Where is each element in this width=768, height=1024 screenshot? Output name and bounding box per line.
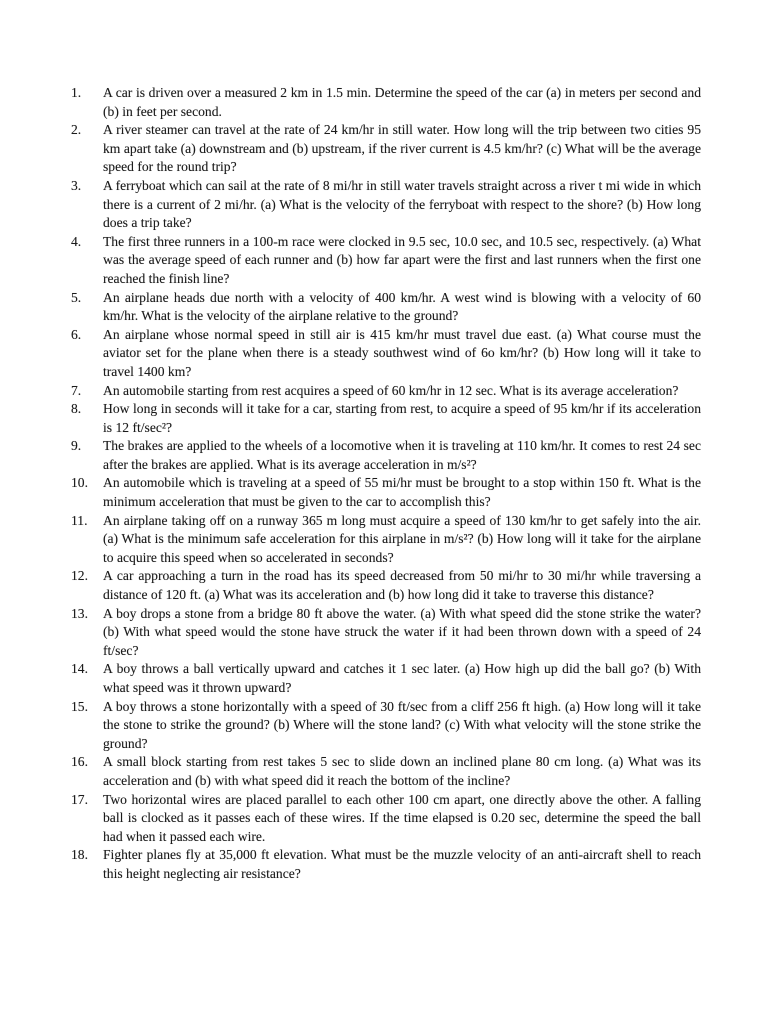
problem-row (71, 177, 701, 233)
problem-number: 13. (71, 605, 88, 621)
problem-text: An automobile which is traveling at a speed of 55 mi/hr must be brought to a stop within 150 ft. What is the minimum acceleration that must be given to the car to accomplish this? (103, 475, 701, 510)
problem-number: 14. (71, 661, 88, 677)
problem-number: 1. (71, 85, 82, 100)
problem-row (71, 567, 701, 604)
problem-number: 9. (71, 438, 82, 454)
problem-number: 2. (71, 122, 82, 138)
problem-text: Fighter planes fly at 35,000 ft elevation. What must be the muzzle velocity of an anti-aircraft shell to reach this height neglecting air resistance? (103, 847, 701, 881)
problem-text: The first three runners in a 100-m race were clocked in 9.5 sec, 10.0 sec, and 10.5 sec, respectively. (a) What was the average speed of each runner and (b) how far apart were the first and last runners when the first one reached the finish line? (103, 233, 701, 286)
problem-text: How long in seconds will it take for a car, starting from rest, to acquire a speed of 95 km/hr if its acceleration is 12 ft/sec²? (103, 401, 701, 435)
problem-text: A small block starting from rest takes 5 sec to slide down an inclined plane 80 cm long. (a) What was its acceleration and (b) with what speed did it reach the bottom of the incline? (103, 754, 701, 788)
problem-text: An automobile starting from rest acquires a speed of 60 km/hr in 12 sec. What is its average acceleration? (103, 382, 679, 398)
problem-row (71, 753, 701, 790)
problem-row (71, 512, 701, 568)
problem-row (71, 400, 701, 437)
problem-row (71, 121, 701, 177)
problem-number: 10. (71, 475, 88, 491)
problem-text: A boy drops a stone from a bridge 80 ft above the water. (a) With what speed did the stone strike the water? (b) With what speed would the stone have struck the water if it had been thrown down with a speed of 24 ft/sec? (103, 605, 701, 658)
problem-row (71, 437, 701, 474)
problem-number: 6. (71, 326, 82, 342)
problem-text: A boy throws a ball vertically upward and catches it 1 sec later. (a) How high up did the ball go? (b) With what speed was it thrown upward? (103, 661, 701, 695)
problem-number: 12. (71, 568, 88, 584)
problem-row (71, 660, 701, 697)
problem-row (71, 382, 701, 401)
problem-number: 11. (71, 512, 88, 528)
problem-list (71, 84, 701, 884)
problem-row (71, 698, 701, 754)
problem-text: An airplane heads due north with a velocity of 400 km/hr. A west wind is blowing with a velocity of 60 km/hr. What is the velocity of the airplane relative to the ground? (103, 289, 701, 324)
problem-number: 15. (71, 698, 88, 714)
problem-text: An airplane whose normal speed in still air is 415 km/hr must travel due east. (a) What course must the aviator set for the plane when there is a steady southwest wind of 6o km/hr? (b) How long will it take to travel 1400 km? (103, 326, 701, 379)
problem-text: A river steamer can travel at the rate of 24 km/hr in still water. How long will the trip between two cities 95 km apart take (a) downstream and (b) upstream, if the river current is 4.5 km/hr? (c) What will be the average speed for the round trip? (103, 122, 701, 175)
problem-text: A car approaching a turn in the road has its speed decreased from 50 mi/hr to 30 mi/hr while traversing a distance of 120 ft. (a) What was its acceleration and (b) how long did it take to traverse this distance? (103, 568, 701, 603)
problem-number: 3. (71, 177, 82, 193)
problem-row (71, 289, 701, 326)
problem-number: 5. (71, 289, 82, 305)
problem-text: A ferryboat which can sail at the rate of 8 mi/hr in still water travels straight across a river t mi wide in which there is a current of 2 mi/hr. (a) What is the velocity of the ferryboat with respect to the shore? (b) How long does a trip take? (103, 177, 701, 231)
problem-number: 18. (71, 847, 88, 863)
problem-text: Two horizontal wires are placed parallel to each other 100 cm apart, one directly above the other. A falling ball is clocked as it passes each of these wires. If the time elapsed is 0.20 sec, determine the speed the ball had when it passed each wire. (103, 791, 701, 844)
problem-text: The brakes are applied to the wheels of a locomotive when it is traveling at 110 km/hr. It comes to rest 24 sec after the brakes are applied. What is its average acceleration in m/s²? (103, 438, 701, 472)
problem-row (71, 233, 701, 289)
problem-number: 4. (71, 233, 82, 249)
problem-number: 7. (71, 382, 82, 398)
problem-number: 17. (71, 791, 88, 807)
problem-row (71, 84, 701, 121)
problem-row (71, 474, 701, 511)
problem-text: A boy throws a stone horizontally with a speed of 30 ft/sec from a cliff 256 ft high. (a) How long will it take the stone to strike the ground? (b) Where will the stone land? (c) With what velocity will the stone strike the ground? (103, 698, 701, 751)
problem-number: 16. (71, 754, 88, 770)
problem-row (71, 791, 701, 847)
problem-text: An airplane taking off on a runway 365 m long must acquire a speed of 130 km/hr to get safely into the air. (a) What is the minimum safe acceleration for this airplane in m/s²? (b) How long will it take for the airplane to acquire this speed when so accelerated in seconds? (103, 512, 701, 565)
problem-text: A car is driven over a measured 2 km in 1.5 min. Determine the speed of the car (a) in meters per second and (b) in feet per second. (103, 85, 701, 119)
problem-row (71, 605, 701, 661)
problem-row (71, 846, 701, 883)
problem-row (71, 326, 701, 382)
problem-number: 8. (71, 401, 82, 417)
